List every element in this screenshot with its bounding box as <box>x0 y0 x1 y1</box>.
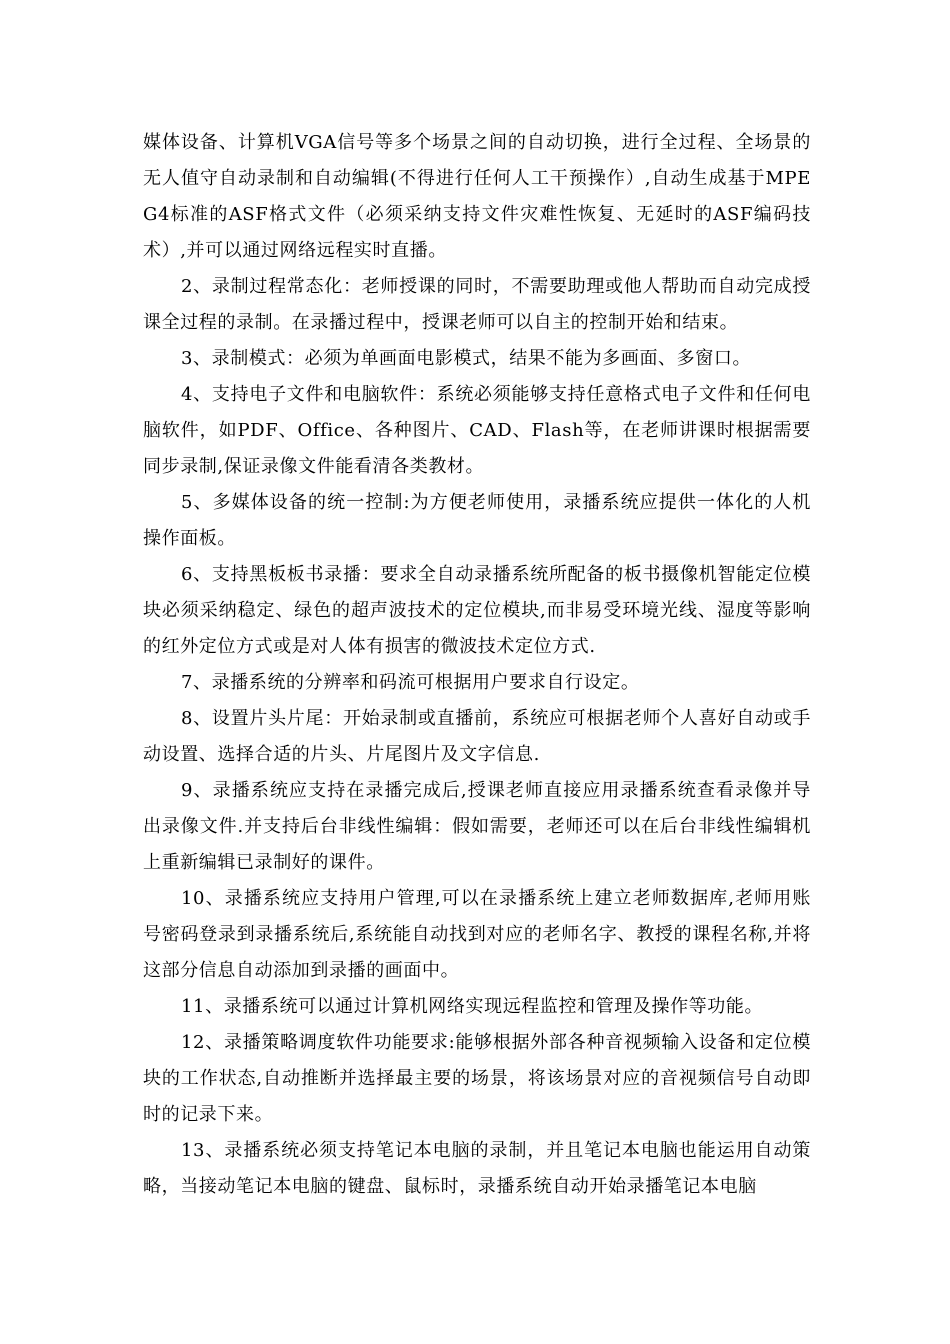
paragraph-item-13: 13、录播系统必须支持笔记本电脑的录制，并且笔记本电脑也能运用自动策略，当接动笔记本电脑的键盘、鼠标时，录播系统自动开始录播笔记本电脑 <box>143 1140 811 1197</box>
paragraph-item-10: 10、录播系统应支持用户管理,可以在录播系统上建立老师数据库,老师用账号密码登录到录播系统后,系统能自动找到对应的老师名字、教授的课程名称,并将这部分信息自动添加到录播的画面中。 <box>143 888 811 981</box>
paragraph-item-4: 4、支持电子文件和电脑软件：系统必须能够支持任意格式电子文件和任何电脑软件，如PDF、Office、各种图片、CAD、Flash等，在老师讲课时根据需要同步录制,保证录像文件能看清各类教材。 <box>143 384 811 477</box>
paragraph-item-6: 6、支持黑板板书录播：要求全自动录播系统所配备的板书摄像机智能定位模块必须采纳稳定、绿色的超声波技术的定位模块,而非易受环境光线、湿度等影响的红外定位方式或是对人体有损害的微波技术定位方式. <box>143 564 811 657</box>
paragraph-item-3: 3、录制模式：必须为单画面电影模式，结果不能为多画面、多窗口。 <box>181 348 752 369</box>
paragraph-continuation: 媒体设备、计算机VGA信号等多个场景之间的自动切换，进行全过程、全场景的无人值守自动录制和自动编辑(不得进行任何人工干预操作）,自动生成基于MPEG4标准的ASF格式文件（必须采纳支持文件灾难性恢复、无延时的ASF编码技术）,并可以通过网络远程实时直播。 <box>143 132 811 261</box>
paragraph-item-5: 5、多媒体设备的统一控制:为方便老师使用，录播系统应提供一体化的人机操作面板。 <box>143 492 811 549</box>
paragraph-item-7: 7、录播系统的分辨率和码流可根据用户要求自行设定。 <box>181 672 640 693</box>
document-page <box>143 125 811 1205</box>
paragraph-item-2: 2、录制过程常态化：老师授课的同时，不需要助理或他人帮助而自动完成授课全过程的录制。在录播过程中，授课老师可以自主的控制开始和结束。 <box>143 276 811 333</box>
paragraph-item-9: 9、录播系统应支持在录播完成后,授课老师直接应用录播系统查看录像并导出录像文件.并支持后台非线性编辑：假如需要，老师还可以在后台非线性编辑机上重新编辑已录制好的课件。 <box>143 780 811 873</box>
paragraph-item-8: 8、设置片头片尾：开始录制或直播前，系统应可根据老师个人喜好自动或手动设置、选择合适的片头、片尾图片及文字信息. <box>143 708 811 765</box>
paragraph-item-12: 12、录播策略调度软件功能要求:能够根据外部各种音视频输入设备和定位模块的工作状态,自动推断并选择最主要的场景，将该场景对应的音视频信号自动即时的记录下来。 <box>143 1032 811 1125</box>
paragraph-item-11: 11、录播系统可以通过计算机网络实现远程监控和管理及操作等功能。 <box>181 996 764 1017</box>
